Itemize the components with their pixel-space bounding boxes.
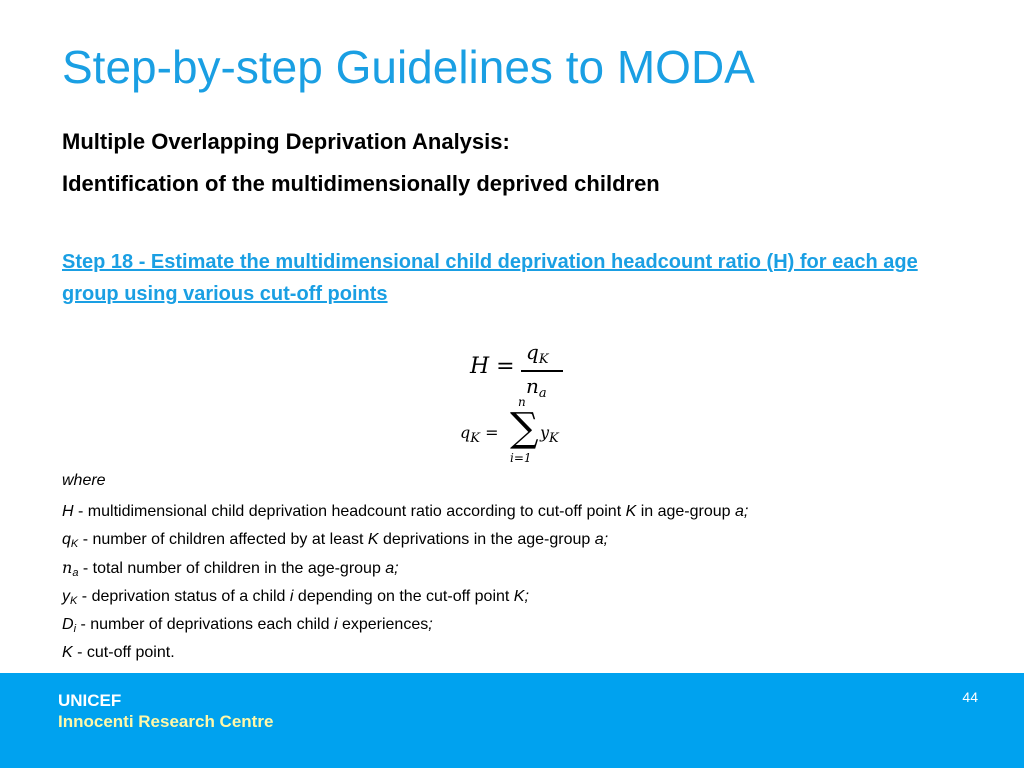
definition-item: qK - number of children affected by at least K deprivations in the age-group a;	[62, 531, 609, 550]
formula-sum	[460, 395, 580, 467]
sum-symbol: ∑	[510, 405, 539, 451]
formula1-denominator: $n_a$	[526, 374, 547, 401]
definition-item: Di - number of deprivations each child i experiences;	[62, 616, 433, 635]
org-subname: Innocenti Research Centre	[58, 712, 274, 731]
fraction-bar	[521, 370, 563, 372]
formula1-lhs: H =	[470, 354, 515, 379]
org-name: UNICEF	[58, 691, 122, 710]
sum-lower-limit: i=1	[510, 451, 532, 465]
subtitle-line-1: Multiple Overlapping Deprivation Analysis:	[62, 129, 510, 154]
definition-item: yK - deprivation status of a child i depending on the cut-off point K;	[62, 588, 529, 607]
definition-item: H - multidimensional child deprivation headcount ratio according to cut-off point K in age-group a;	[62, 503, 749, 520]
subtitle-line-2: Identification of the multidimensionally deprived children	[62, 171, 660, 196]
sum-upper-limit: n	[518, 395, 526, 409]
step-link[interactable]: Step 18 - Estimate the multidimensional child deprivation headcount ratio (H) for each age group using various cut-off points	[62, 251, 918, 305]
page-number: 44	[962, 689, 978, 705]
formula2-term: $y_K$	[540, 423, 559, 446]
footer-bar	[0, 673, 1024, 768]
where-label: where	[62, 472, 106, 489]
definition-item: K - cut-off point.	[62, 644, 175, 661]
formula1-numerator: $q_K$	[526, 340, 549, 367]
definition-item: na - total number of children in the age-group a;	[62, 558, 399, 579]
formula-headcount-ratio	[470, 340, 560, 400]
definitions-list	[62, 500, 748, 669]
slide-title: Step-by-step Guidelines to MODA	[62, 41, 755, 93]
formula2-lhs: $q_K$ =	[460, 423, 499, 446]
